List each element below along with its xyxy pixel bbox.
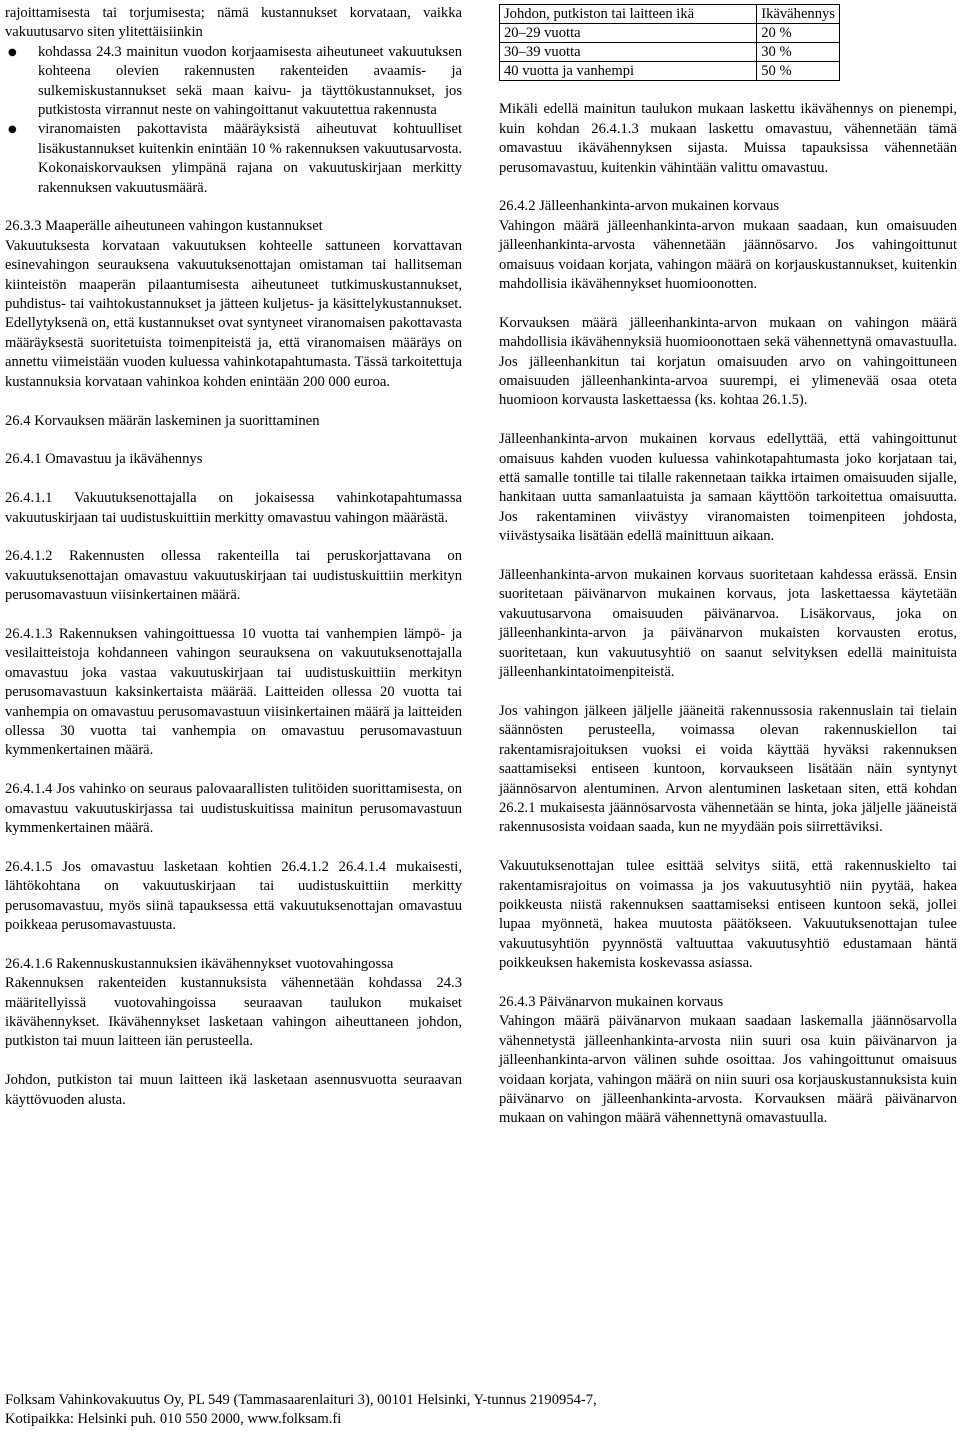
right-column <box>499 4 957 1148</box>
bullet-list <box>5 43 462 198</box>
footer-line: Folksam Vahinkovakuutus Oy, PL 549 (Tammasaarenlaituri 3), 00101 Helsinki, Y-tunnus 2190954-7, <box>5 1392 597 1408</box>
paragraph-korvauksen-maara: Korvauksen määrä jälleenhankinta-arvon mukaan on vahingon määrä mahdollisia ikävähennyksiä huomioonottaen sekä vähennettynä omavastuulla. Jos jälleenhankitun tai korjatun omaisuuden arvo on vahingoittuneen omaisuuden jälleenhankinta-arvoa suurempi, ei ylimenevää osaa oteta huomioon korvausta laskettaessa (ks. kohtaa 26.1.5). <box>499 314 957 409</box>
section-text-26-4-2: Vahingon määrä jälleenhankinta-arvon mukaan saadaan, kun omaisuuden jälleenhankinta-arvosta vähennetään jäännösarvo. Jos vahingoittunut omaisuus voidaan korjata, vahingon määrä on korjauskustannukset, kuitenkin mahdollisia ikävähennykset huomioonotten. <box>499 217 957 293</box>
section-heading-26-4-1-6: 26.4.1.6 Rakennuskustannuksien ikävähennykset vuotovahingossa <box>5 955 394 972</box>
bullet-icon: ● <box>8 124 17 136</box>
left-column <box>5 4 462 1129</box>
table-cell: 30 % <box>757 43 840 62</box>
table-cell: 20–29 vuotta <box>500 24 757 43</box>
table-header-cell: Johdon, putkiston tai laitteen ikä <box>500 5 757 24</box>
paragraph-26-4-1-3: 26.4.1.3 Rakennuksen vahingoittuessa 10 vuotta tai vanhempien lämpö- ja vesilaitteistoja kohdanneen vahingon seurauksena on vakuutuksenottajalla omavastuu joka vastaa vakuutuskirjaan tai uudistuskuittiin merkityn perusomavastuun kaksinkertaista määrää. Laitteiden ollessa 20 vuotta tai vanhempia on omavastuu perusomavastuun viisinkertainen määrä ja laitteiden ollessa 30 vuotta tai vanhempia on omavastuu perusomavastuun kymmenkertainen määrä. <box>5 625 462 759</box>
paragraph-26-4-1-4: 26.4.1.4 Jos vahinko on seuraus palovaarallisten tulitöiden suorittamisesta, on omavastuu vakuutuskirjassa tai uudistuskuitissa mainitun perusomavastuun kymmenkertainen määrä. <box>5 781 462 836</box>
table-header-row <box>500 5 840 24</box>
paragraph-26-4-1-5: 26.4.1.5 Jos omavastuu lasketaan kohtien 26.4.1.2 26.4.1.4 mukaisesti, lähtökohtana on vakuutuskirjaan tai uudistuskuittiin merkitty perusomavastuu, myös siinä tapauksessa että vakuutuksenottajan omavastuu poikkeaa perusomavastuusta. <box>5 858 462 933</box>
paragraph-selvitys: Vakuutuksenottajan tulee esittää selvitys siitä, että rakennuskielto tai rakentamisrajoitus on voimassa ja jos vakuutusyhtiö niin pyytää, hakea poikkeusta niistä rakennuksen saattamiseksi entiseen kuntoon sekä, jollei lupaa myönnetä, hakea muutosta päätökseen. Vakuutuksenottajan tulee vakuutusyhtiön pyynnöstä valtuuttaa vakuutusyhtiö edustamaan häntä poikkeuksen hakemista koskevassa asiassa. <box>499 858 957 972</box>
page-footer <box>5 1391 955 1430</box>
section-text-26-3-3: Vakuutuksesta korvataan vakuutuksen kohteelle sattuneen korvattavan esinevahingon seurauksena vakuutuksenottajan omistaman tai hallitseman kiinteistön maaperän pilaantumisesta aiheutuneet tutkimuskustannukset, puhdistus- tai vaihtokustannukset ja jätteen kuljetus- ja käsittelykustannukset. Edellytyksenä on, että kustannukset ovat syntyneet viranomaisen pakottavasta määräyksestä suoritetuista toimenpiteistä ja, että viranomaisen määräys on annettu viimeistään vuoden kuluessa vahinkotapahtumasta. Tässä tarkoitettuja kustannuksia korvataan vahinkoa kohden enintään 200 000 euroa. <box>5 237 462 390</box>
bullet-text: kohdassa 24.3 mainitun vuodon korjaamisesta aiheutuneet vakuutuksen kohteena olevien rakennusten rakenteiden avaamis- ja sulkemiskustannukset sekä maan kaivu- ja täyttökustannukset, jos putkistosta virrannut neste on vahingoittanut vakuutettua rakennusta <box>38 43 462 119</box>
intro-continuation: rajoittamisesta tai torjumisesta; nämä kustannukset korvataan, vaikka vakuutusarvo siten ylitettäisiinkin <box>5 5 462 41</box>
paragraph-26-4-1-2: 26.4.1.2 Rakennusten ollessa rakenteilla tai peruskorjattavana on vakuutuksenottajan omavastuu vakuutuskirjaan tai uudistuskuittiin merkityn perusomavastuun viisinkertainen määrä. <box>5 548 462 604</box>
section-text-26-4-3: Vahingon määrä päivänarvon mukaan saadaan laskemalla jäännösarvolla vähennetystä jälleenhankinta-arvosta niin suuri osa kuin päivänarvon ja jälleenhankinta-arvon välinen suhde osoittaa. Jos vahingoittunut omaisuus voidaan korjata, vahingon määrä on niin suuri osa korjauskustannuksista kuin päivänarvo on jälleenhankinta-arvosta. Korvauksen määrä päivänarvon mukaan on vahingon määrä vähennettynä omavastuulla. <box>499 1013 957 1127</box>
footer-line: Kotipaikka: Helsinki puh. 010 550 2000, www.folksam.fi <box>5 1411 342 1428</box>
table-header-cell: Ikävähennys <box>757 5 840 24</box>
section-heading-26-4: 26.4 Korvauksen määrän laskeminen ja suorittaminen <box>5 412 320 429</box>
section-heading-26-4-2: 26.4.2 Jälleenhankinta-arvon mukainen korvaus <box>499 198 780 215</box>
table-row <box>500 24 840 43</box>
paragraph-edellyttaa: Jälleenhankinta-arvon mukainen korvaus edellyttää, että vahingoittunut omaisuus kahden vuoden kuluessa vahinkotapahtumasta joko korjataan tai, että samalle tontille tai tilalle rakennetaan taikka irtaimen omaisuuden sijalle, hankitaan uutta samanlaatuista ja samaan käyttöön tarkoitettua omaisuutta. Jos rakentaminen viivästyy viranomaisten toimenpiteen johdosta, viivästysaika lisätään edellä mainittuun aikaan. <box>499 431 957 545</box>
paragraph-kahdessa-erassa: Jälleenhankinta-arvon mukainen korvaus suoritetaan kahdessa erässä. Ensin suoritetaan päivänarvon mukainen korvaus, jota laskettaessa käytetään vakuutusarvona omaisuuden päivänarvoa. Lisäkorvaus, joka on jälleenhankinta-arvon ja päivänarvon mukaisten korvausten erotus, suoritetaan, kun vakuutusyhtiö on saanut selvityksen edellä mainituista jälleenhankintatoimenpiteistä. <box>499 567 957 681</box>
age-note: Johdon, putkiston tai muun laitteen ikä lasketaan asennusvuotta seuraavan käyttövuoden alusta. <box>5 1072 462 1108</box>
paragraph-26-4-1-1: 26.4.1.1 Vakuutuksenottajalla on jokaisessa vahinkotapahtumassa vakuutuskirjaan tai uudistuskuittiin merkitty omavastuu vahingon määrästä. <box>5 490 462 526</box>
table-row <box>500 62 840 81</box>
bullet-item <box>8 43 462 121</box>
table-cell: 20 % <box>757 24 840 43</box>
section-heading-26-4-1: 26.4.1 Omavastuu ja ikävähennys <box>5 451 203 468</box>
age-deduction-table <box>499 4 840 81</box>
bullet-item <box>8 120 462 198</box>
table-row <box>500 43 840 62</box>
paragraph-after-table: Mikäli edellä mainitun taulukon mukaan laskettu ikävähennys on pienempi, kuin kohdan 26.4.1.3 mukaan laskettu omavastuu, vähennetään tämä omavastuu ikävähennyksen sijasta. Muissa tapauksissa vähennetään perusomavastuu, kuitenkin vähintään valittu omavastuu. <box>499 101 957 176</box>
section-heading-26-3-3: 26.3.3 Maaperälle aiheutuneen vahingon kustannukset <box>5 218 323 235</box>
table-cell: 50 % <box>757 62 840 81</box>
bullet-icon: ● <box>8 46 17 58</box>
section-heading-26-4-3: 26.4.3 Päivänarvon mukainen korvaus <box>499 993 724 1010</box>
table-cell: 30–39 vuotta <box>500 43 757 62</box>
table-cell: 40 vuotta ja vanhempi <box>500 62 757 81</box>
section-text-26-4-1-6: Rakennuksen rakenteiden kustannuksista vähennetään kohdassa 24.3 määritellyissä vuotovahingoissa seuraavan taulukon mukaiset ikävähennykset. Ikävähennykset lasketaan vahingon aiheuttaneen johdon, putkiston tai muun laitteen iän perusteella. <box>5 975 462 1050</box>
paragraph-jaanneita-osia: Jos vahingon jälkeen jäljelle jääneitä rakennussosia rakennuslain tai tielain säännösten perusteella, voimassa olevan rakennuskiellon tai rakentamisrajoituksen vuoksi ei voida käyttää hyväksi rakennuksen saattamiseksi entiseen kuntoon, korvaukseen lisätään näin syntynyt jäännösarvon alentuminen. Arvon alentuminen lasketaan siten, että kohdan 26.2.1 mukaisesta jäännösarvosta vähennetään se hinta, joka jäljelle jääneistä rakennusosista voidaan saada, kun ne myydään pois siirrettäviksi. <box>499 702 957 836</box>
bullet-text: viranomaisten pakottavista määräyksistä aiheutuvat kohtuulliset lisäkustannukset kuitenkin enintään 10 % rakennuksen vakuutusarvosta. Kokonaiskorvauksen ylimpänä rajana on vakuutuskirjaan merkitty rakennuksen vakuutusmäärä. <box>38 121 462 196</box>
